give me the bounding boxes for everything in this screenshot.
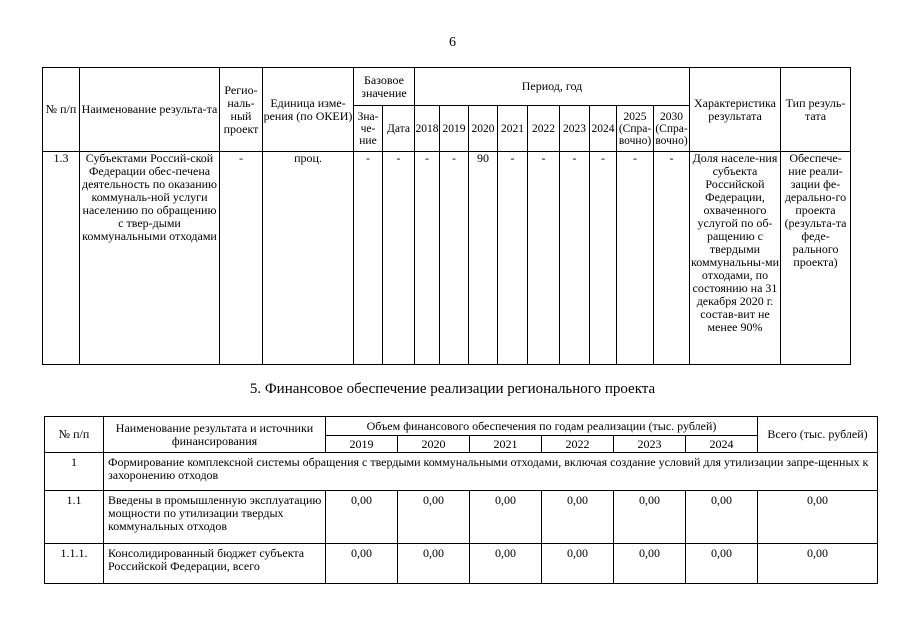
- finance-value: 0,00: [398, 544, 470, 584]
- finance-row-1-1: [45, 491, 878, 544]
- finance-row-num: 1: [45, 453, 104, 491]
- header-characteristic: Характеристика результата: [690, 68, 781, 152]
- finance-header-year: 2022: [542, 436, 614, 453]
- finance-table: [44, 416, 878, 584]
- results-table: [42, 67, 851, 365]
- finance-header-row-1: [45, 417, 878, 436]
- finance-row-name: Консолидированный бюджет субъекта Российской Федерации, всего: [104, 544, 326, 584]
- row-regional-project: -: [220, 152, 263, 365]
- finance-header-volume: Объем финансового обеспечения по годам реализации (тыс. рублей): [326, 417, 758, 436]
- finance-value: 0,00: [686, 491, 758, 544]
- row-type: Обеспече-ние реали-зации фе-дерально-го проекта (результа-та феде-рального проекта): [781, 152, 851, 365]
- row-year-value: -: [498, 152, 528, 365]
- header-year: 2023: [560, 106, 590, 152]
- header-year-2030: 2030 (Спра-вочно): [654, 106, 690, 152]
- finance-row-name: Формирование комплексной системы обращения с твердыми коммунальными отходами, включая создание условий для утилизации запре-щенных к захоронению отходов: [104, 453, 878, 491]
- header-year: 2018: [415, 106, 440, 152]
- row-year-2030: -: [654, 152, 690, 365]
- finance-total: 0,00: [758, 544, 878, 584]
- header-type: Тип резуль-тата: [781, 68, 851, 152]
- row-year-2025: -: [617, 152, 654, 365]
- header-base: Базовое значение: [354, 68, 415, 106]
- finance-header-year: 2020: [398, 436, 470, 453]
- finance-value: 0,00: [470, 491, 542, 544]
- row-unit: проц.: [263, 152, 354, 365]
- finance-header-year: 2024: [686, 436, 758, 453]
- header-regional-project: Регио-наль-ный проект: [220, 68, 263, 152]
- finance-row-name: Введены в промышленную эксплуатацию мощности по утилизации твердых коммунальных отходов: [104, 491, 326, 544]
- row-characteristic: Доля населе-ния субъекта Российской Федерации, охваченного услугой по об-ращению с твердыми коммунальны-ми отходами, по состоянию на 31 декабря 2020 г. состав-вит не менее 90%: [690, 152, 781, 365]
- finance-value: 0,00: [686, 544, 758, 584]
- finance-value: 0,00: [614, 491, 686, 544]
- header-num: № п/п: [43, 68, 80, 152]
- row-result-name: Субъектами Россий-ской Федерации обес-печена деятельность по оказанию коммуналь-ной услуги населению по обращению с твер-дыми коммунальными отходами: [80, 152, 220, 365]
- row-year-value: 90: [469, 152, 498, 365]
- section-title: 5. Финансовое обеспечение реализации регионального проекта: [249, 381, 656, 397]
- row-num: 1.3: [43, 152, 80, 365]
- page-number: 6: [449, 35, 456, 50]
- finance-row-1-1-1: [45, 544, 878, 584]
- finance-header-num: № п/п: [45, 417, 104, 453]
- finance-header-name: Наименование результата и источники финансирования: [104, 417, 326, 453]
- header-year: 2020: [469, 106, 498, 152]
- finance-header-year: 2019: [326, 436, 398, 453]
- finance-row-num: 1.1: [45, 491, 104, 544]
- row-year-value: -: [415, 152, 440, 365]
- header-base-value: Зна-че-ние: [354, 106, 383, 152]
- header-period: Период, год: [415, 68, 690, 106]
- finance-header-total: Всего (тыс. рублей): [758, 417, 878, 453]
- finance-row-1: [45, 453, 878, 491]
- row-year-value: -: [440, 152, 469, 365]
- header-result-name: Наименование результа-та: [80, 68, 220, 152]
- finance-value: 0,00: [542, 544, 614, 584]
- header-year: 2024: [590, 106, 617, 152]
- finance-value: 0,00: [614, 544, 686, 584]
- finance-header-year: 2023: [614, 436, 686, 453]
- results-header-row-1: [43, 68, 851, 106]
- finance-value: 0,00: [326, 491, 398, 544]
- header-year: 2022: [528, 106, 560, 152]
- row-year-value: -: [528, 152, 560, 365]
- finance-value: 0,00: [542, 491, 614, 544]
- finance-row-num: 1.1.1.: [45, 544, 104, 584]
- finance-value: 0,00: [398, 491, 470, 544]
- results-row: [43, 152, 851, 365]
- finance-total: 0,00: [758, 491, 878, 544]
- header-year: 2021: [498, 106, 528, 152]
- row-year-value: -: [560, 152, 590, 365]
- finance-header-year: 2021: [470, 436, 542, 453]
- header-unit: Единица изме-рения (по ОКЕИ): [263, 68, 354, 152]
- finance-value: 0,00: [326, 544, 398, 584]
- header-year-2025: 2025 (Спра-вочно): [617, 106, 654, 152]
- finance-value: 0,00: [470, 544, 542, 584]
- header-year: 2019: [440, 106, 469, 152]
- row-base-value: -: [354, 152, 383, 365]
- row-year-value: -: [590, 152, 617, 365]
- header-base-date: Дата: [383, 106, 415, 152]
- row-base-date: -: [383, 152, 415, 365]
